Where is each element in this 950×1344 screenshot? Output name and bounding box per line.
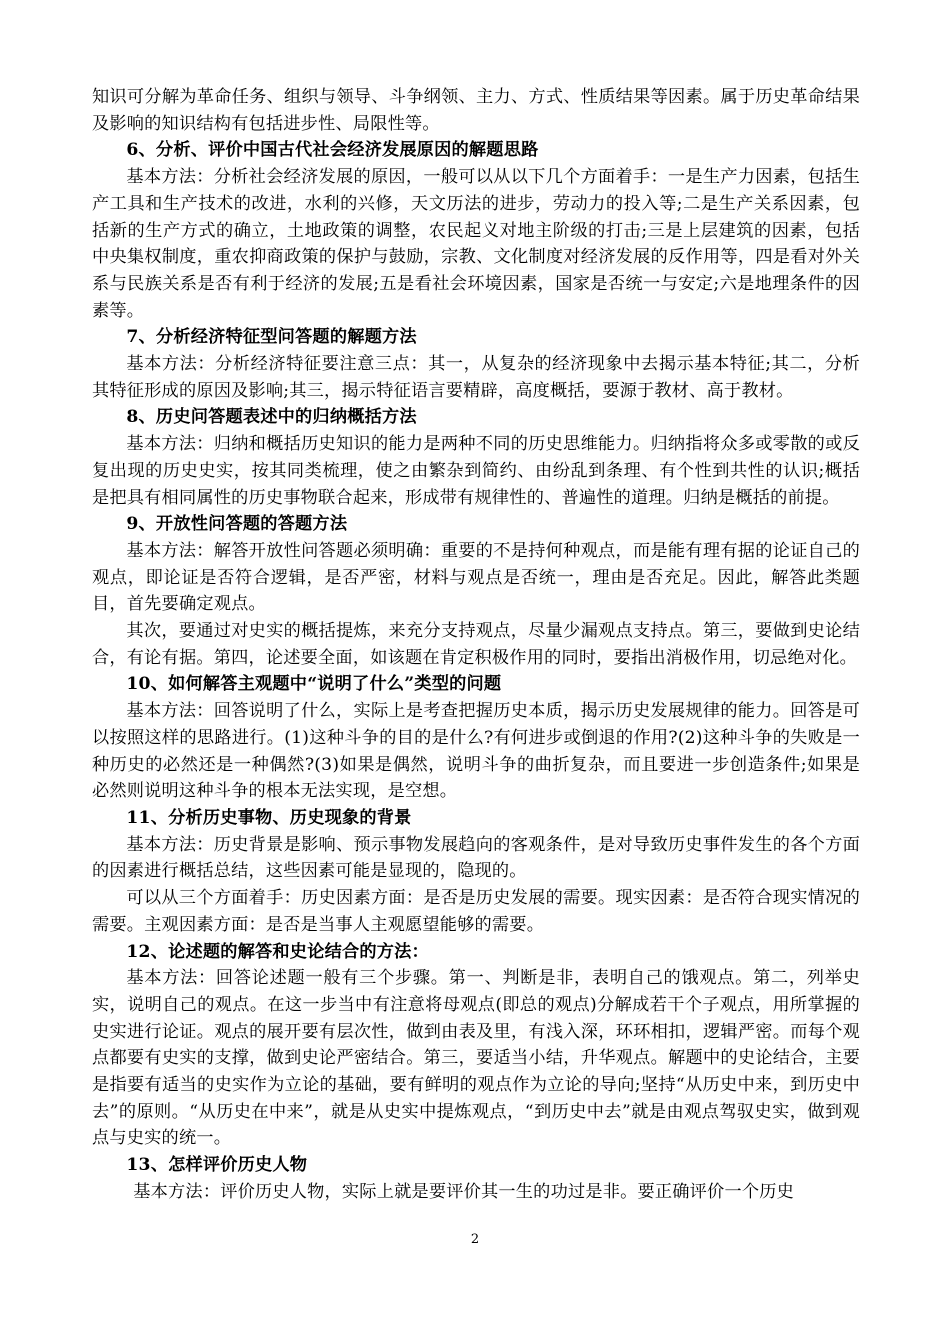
document-body [92, 84, 860, 1206]
paragraph-9b: 其次，要通过对史实的概括提炼，来充分支持观点，尽量少漏观点支持点。第三，要做到史论结合，有论有据。第四，论述要全面，如该题在肯定积极作用的同时，要指出消极作用，切忌绝对化。 [92, 621, 860, 668]
paragraph-8: 基本方法：归纳和概括历史知识的能力是两种不同的历史思维能力。归纳指将众多或零散的或反复出现的历史史实，按其同类梳理，使之由繁杂到简约、由纷乱到条理、有个性到共性的认识;概括是把具有相同属性的历史事物联合起来，形成带有规律性的、普遍性的道理。归纳是概括的前提。 [92, 434, 860, 508]
heading-8: 8、历史问答题表述中的归纳概括方法 [126, 407, 417, 428]
paragraph-9a: 基本方法：解答开放性问答题必须明确：重要的不是持何种观点，而是能有理有据的论证自己的观点，即论证是否符合逻辑，是否严密，材料与观点是否统一，理由是否充足。因此，解答此类题目，首先要确定观点。 [92, 540, 860, 615]
page-number: 2 [470, 1232, 480, 1247]
heading-12: 12、论述题的解答和史论结合的方法： [126, 941, 429, 962]
heading-7: 7、分析经济特征型问答题的解题方法 [126, 327, 417, 348]
heading-10: 10、如何解答主观题中“说明了什么”类型的问题 [126, 674, 502, 695]
heading-11: 11、分析历史事物、历史现象的背景 [126, 807, 412, 828]
paragraph-7: 基本方法：分析经济特征要注意三点：其一，从复杂的经济现象中去揭示基本特征;其二，分析其特征形成的原因及影响;其三，揭示特征语言要精辟，高度概括，要源于教材、高于教材。 [92, 354, 860, 401]
paragraph-11b: 可以从三个方面着手：历史因素方面：是否是历史发展的需要。现实因素：是否符合现实情况的需要。主观因素方面：是否是当事人主观愿望能够的需要。 [92, 888, 860, 935]
paragraph-intro: 知识可分解为革命任务、组织与领导、斗争纲领、主力、方式、性质结果等因素。属于历史革命结果及影响的知识结构有包括进步性、局限性等。 [92, 87, 860, 134]
paragraph-10: 基本方法：回答说明了什么，实际上是考查把握历史本质，揭示历史发展规律的能力。回答是可以按照这样的思路进行。(1)这种斗争的目的是什么?有何进步或倒退的作用?(2)这种斗争的失败是一种历史的必然还是一种偶然?(3)如果是偶然，说明斗争的曲折复杂，而且要进一步创造条件;如果是必然则说明这种斗争的根本无法实现，是空想。 [92, 701, 860, 802]
heading-13: 13、怎样评价历史人物 [126, 1155, 308, 1176]
paragraph-11a: 基本方法：历史背景是影响、预示事物发展趋向的客观条件，是对导致历史事件发生的各个方面的因素进行概括总结，这些因素可能是显现的，隐现的。 [92, 834, 860, 882]
heading-9: 9、开放性问答题的答题方法 [126, 514, 348, 535]
paragraph-13: 基本方法：评价历史人物，实际上就是要评价其一生的功过是非。要正确评价一个历史 [133, 1181, 794, 1202]
heading-6: 6、分析、评价中国古代社会经济发展原因的解题思路 [126, 140, 539, 161]
paragraph-6: 基本方法：分析社会经济发展的原因，一般可以从以下几个方面着手：一是生产力因素，包括生产工具和生产技术的改进，水利的兴修，天文历法的进步，劳动力的投入等;二是生产关系因素，包括新的生产方式的确立，土地政策的调整，农民起义对地主阶级的打击;三是上层建筑的因素，包括中央集权制度，重农抑商政策的保护与鼓励，宗教、文化制度对经济发展的反作用等，四是看对外关系与民族关系是否有利于经济的发展;五是看社会环境因素，国家是否统一与安定;六是地理条件的因素等。 [92, 167, 860, 321]
paragraph-12: 基本方法：回答论述题一般有三个步骤。第一、判断是非，表明自己的饿观点。第二，列举史实，说明自己的观点。在这一步当中有注意将母观点(即总的观点)分解成若干个子观点，用所掌握的史实进行论证。观点的展开要有层次性，做到由表及里，有浅入深，环环相扣，逻辑严密。而每个观点都要有史实的支撑，做到史论严密结合。第三，要适当小结，升华观点。解题中的史论结合，主要是指要有适当的史实作为立论的基础，要有鲜明的观点作为立论的导向;坚持“从历史中来，到历史中去”的原则。“从历史在中来”，就是从史实中提炼观点，“到历史中去”就是由观点驾驭史实，做到观点与史实的统一。 [92, 968, 860, 1149]
